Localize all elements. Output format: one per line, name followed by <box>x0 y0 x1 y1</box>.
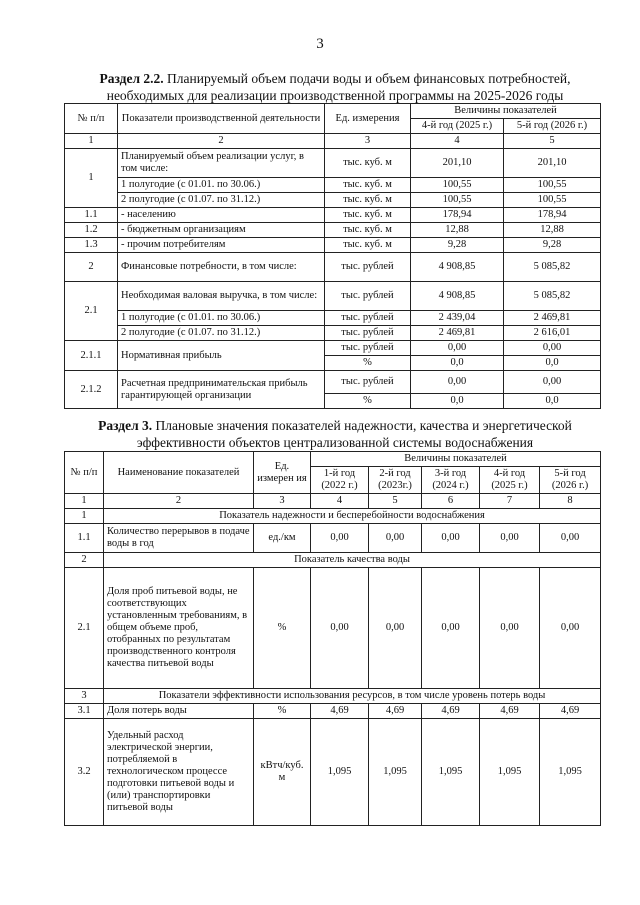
section-num: 2 <box>65 553 104 568</box>
row-num: 1.1 <box>65 524 104 553</box>
section-3-heading <box>70 417 600 451</box>
table-row <box>65 524 601 553</box>
row-num: 1.2 <box>65 223 118 238</box>
table-header-row <box>65 104 601 119</box>
row-value-2: 0,00 <box>369 568 422 689</box>
row-unit: тыс. куб. м <box>325 223 411 238</box>
row-unit: тыс. куб. м <box>325 238 411 253</box>
row-name: Удельный расход электрической энергии, потребляемой в технологическом процессе подготовки питьевой воды и (или) транспортировки питьевой воды <box>104 719 254 826</box>
column-number: 5 <box>369 494 422 509</box>
row-unit: тыс. куб. м <box>325 208 411 223</box>
row-value-3: 1,095 <box>422 719 480 826</box>
header-year-2: 2-й год (2023г.) <box>369 467 422 494</box>
row-name: 2 полугодие (с 01.07. по 31.12.) <box>118 193 325 208</box>
row-name: 2 полугодие (с 01.07. по 31.12.) <box>118 326 325 341</box>
column-number: 2 <box>104 494 254 509</box>
table-row <box>65 178 601 193</box>
row-name: Финансовые потребности, в том числе: <box>118 253 325 282</box>
table-row <box>65 568 601 689</box>
row-value-4: 1,095 <box>480 719 540 826</box>
header-year-3: 3-й год (2024 г.) <box>422 467 480 494</box>
row-num: 1.3 <box>65 238 118 253</box>
row-value-5: 201,10 <box>504 149 601 178</box>
row-value-5: 100,55 <box>504 178 601 193</box>
row-unit: тыс. рублей <box>325 371 411 394</box>
row-num: 2.1.2 <box>65 371 118 409</box>
row-value-5: 0,0 <box>504 394 601 409</box>
row-name: Расчетная предпринимательская прибыль гарантирующей организации <box>118 371 325 409</box>
header-name: Показатели производственной деятельности <box>118 104 325 134</box>
page-number: 3 <box>316 36 324 52</box>
table-row <box>65 253 601 282</box>
row-value-5: 9,28 <box>504 238 601 253</box>
table-row <box>65 311 601 326</box>
column-number: 4 <box>311 494 369 509</box>
column-number: 2 <box>118 134 325 149</box>
column-number-row <box>65 134 601 149</box>
row-value-3: 0,00 <box>422 524 480 553</box>
row-value-5: 2 616,01 <box>504 326 601 341</box>
table-row <box>65 282 601 311</box>
row-value-4: 0,00 <box>480 568 540 689</box>
table-row <box>65 208 601 223</box>
section-2-2-title: Планируемый объем подачи воды и объем финансовых потребностей, необходимых для реализации производственной программы на 2025-2026 годы <box>106 71 571 103</box>
row-unit: тыс. рублей <box>325 253 411 282</box>
row-name: - бюджетным организациям <box>118 223 325 238</box>
row-value-5: 2 469,81 <box>504 311 601 326</box>
row-value-4: 0,0 <box>411 394 504 409</box>
column-number-row <box>65 494 601 509</box>
row-value-5: 0,0 <box>504 356 601 371</box>
header-num: № п/п <box>65 452 104 494</box>
row-value-1: 0,00 <box>311 524 369 553</box>
row-value-4: 9,28 <box>411 238 504 253</box>
section-num: 1 <box>65 509 104 524</box>
row-unit: ед./км <box>254 524 311 553</box>
row-value-4: 0,0 <box>411 356 504 371</box>
row-unit: % <box>325 394 411 409</box>
column-number: 5 <box>504 134 601 149</box>
section-2-2-label: Раздел 2.2. <box>99 71 164 86</box>
row-num: 2.1 <box>65 568 104 689</box>
row-name: Необходимая валовая выручка, в том числе: <box>118 282 325 311</box>
table-row <box>65 223 601 238</box>
row-value-5: 12,88 <box>504 223 601 238</box>
row-value-5: 5 085,82 <box>504 253 601 282</box>
row-num: 3.1 <box>65 704 104 719</box>
header-values: Величины показателей <box>411 104 601 119</box>
row-name: Доля проб питьевой воды, не соответствующих установленным требованиям, в общем объеме проб, отобранных по результатам производственного контроля качества питьевой воды <box>104 568 254 689</box>
row-value-5: 1,095 <box>540 719 601 826</box>
row-name: - прочим потребителям <box>118 238 325 253</box>
column-number: 3 <box>325 134 411 149</box>
section-num: 3 <box>65 689 104 704</box>
row-unit: тыс. куб. м <box>325 149 411 178</box>
production-volume-table <box>64 103 601 409</box>
table-row <box>65 149 601 178</box>
row-name: Количество перерывов в подаче воды в год <box>104 524 254 553</box>
row-value-4: 4,69 <box>480 704 540 719</box>
row-name: Доля потерь воды <box>104 704 254 719</box>
row-value-4: 12,88 <box>411 223 504 238</box>
table-row <box>65 326 601 341</box>
section-3-label: Раздел 3. <box>98 418 153 433</box>
row-value-3: 4,69 <box>422 704 480 719</box>
row-value-5: 0,00 <box>540 568 601 689</box>
row-unit: тыс. рублей <box>325 341 411 356</box>
row-name: 1 полугодие (с 01.01. по 30.06.) <box>118 311 325 326</box>
row-value-3: 0,00 <box>422 568 480 689</box>
table-row <box>65 704 601 719</box>
row-unit: тыс. рублей <box>325 282 411 311</box>
header-year-5: 5-й год (2026 г.) <box>540 467 601 494</box>
row-value-4: 178,94 <box>411 208 504 223</box>
row-unit: % <box>254 704 311 719</box>
row-value-4: 4 908,85 <box>411 282 504 311</box>
row-num: 3.2 <box>65 719 104 826</box>
row-value-4: 0,00 <box>411 371 504 394</box>
row-num: 1.1 <box>65 208 118 223</box>
row-value-4: 100,55 <box>411 178 504 193</box>
row-name: - населению <box>118 208 325 223</box>
header-num: № п/п <box>65 104 118 134</box>
table-row <box>65 341 601 356</box>
row-name: 1 полугодие (с 01.01. по 30.06.) <box>118 178 325 193</box>
header-year-4: 4-й год (2025 г.) <box>411 119 504 134</box>
header-name: Наименование показателей <box>104 452 254 494</box>
header-year-1: 1-й год (2022 г.) <box>311 467 369 494</box>
column-number: 1 <box>65 134 118 149</box>
row-value-5: 5 085,82 <box>504 282 601 311</box>
section-title: Показатели эффективности использования ресурсов, в том числе уровень потерь воды <box>104 689 601 704</box>
row-unit: % <box>254 568 311 689</box>
row-value-2: 1,095 <box>369 719 422 826</box>
table-row <box>65 238 601 253</box>
header-values: Величины показателей <box>311 452 601 467</box>
header-year-5: 5-й год (2026 г.) <box>504 119 601 134</box>
row-value-5: 178,94 <box>504 208 601 223</box>
row-value-1: 4,69 <box>311 704 369 719</box>
row-value-5: 4,69 <box>540 704 601 719</box>
row-num: 2.1 <box>65 282 118 341</box>
table-header-row <box>65 452 601 467</box>
row-unit: % <box>325 356 411 371</box>
row-unit: тыс. рублей <box>325 311 411 326</box>
row-num: 2.1.1 <box>65 341 118 371</box>
row-name: Планируемый объем реализации услуг, в том числе: <box>118 149 325 178</box>
section-2-2-heading <box>70 70 600 104</box>
row-value-2: 4,69 <box>369 704 422 719</box>
row-num: 1 <box>65 149 118 208</box>
row-unit: тыс. куб. м <box>325 193 411 208</box>
row-value-1: 1,095 <box>311 719 369 826</box>
column-number: 1 <box>65 494 104 509</box>
row-value-1: 0,00 <box>311 568 369 689</box>
row-value-5: 0,00 <box>504 371 601 394</box>
row-unit: тыс. куб. м <box>325 178 411 193</box>
reliability-indicators-table <box>64 451 601 826</box>
row-name: Нормативная прибыль <box>118 341 325 371</box>
row-unit: кВтч/куб. м <box>254 719 311 826</box>
row-value-4: 201,10 <box>411 149 504 178</box>
header-unit: Ед. измерения <box>325 104 411 134</box>
table-row <box>65 193 601 208</box>
section-title: Показатель качества воды <box>104 553 601 568</box>
header-year-4: 4-й год (2025 г.) <box>480 467 540 494</box>
row-unit: тыс. рублей <box>325 326 411 341</box>
row-num: 2 <box>65 253 118 282</box>
column-number: 6 <box>422 494 480 509</box>
section-row <box>65 553 601 568</box>
column-number: 3 <box>254 494 311 509</box>
section-row <box>65 689 601 704</box>
row-value-4: 2 469,81 <box>411 326 504 341</box>
row-value-5: 100,55 <box>504 193 601 208</box>
table-row <box>65 371 601 394</box>
row-value-4: 100,55 <box>411 193 504 208</box>
row-value-5: 0,00 <box>504 341 601 356</box>
header-unit: Ед. измерен ия <box>254 452 311 494</box>
table-row <box>65 719 601 826</box>
row-value-4: 0,00 <box>411 341 504 356</box>
column-number: 7 <box>480 494 540 509</box>
column-number: 8 <box>540 494 601 509</box>
row-value-4: 4 908,85 <box>411 253 504 282</box>
row-value-4: 2 439,04 <box>411 311 504 326</box>
section-3-title: Плановые значения показателей надежности, качества и энергетической эффективности объектов централизованной системы водоснабжения <box>136 418 572 450</box>
column-number: 4 <box>411 134 504 149</box>
section-row <box>65 509 601 524</box>
section-title: Показатель надежности и бесперебойности водоснабжения <box>104 509 601 524</box>
row-value-5: 0,00 <box>540 524 601 553</box>
row-value-4: 0,00 <box>480 524 540 553</box>
row-value-2: 0,00 <box>369 524 422 553</box>
